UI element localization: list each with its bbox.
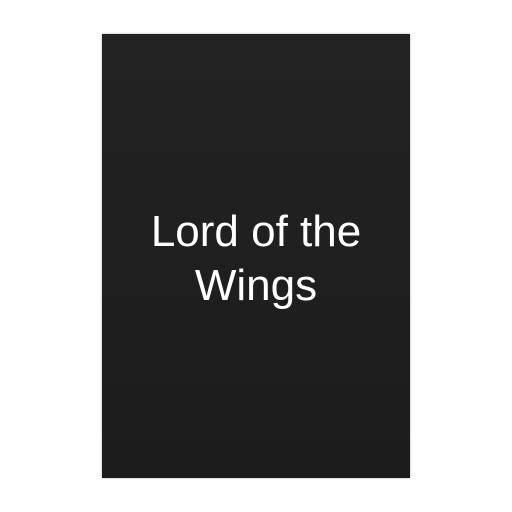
- book-title-line-2: Wings: [194, 261, 318, 310]
- book-title: [133, 205, 379, 313]
- book-cover: [102, 34, 410, 478]
- book-title-line-1: Lord of the: [150, 207, 362, 256]
